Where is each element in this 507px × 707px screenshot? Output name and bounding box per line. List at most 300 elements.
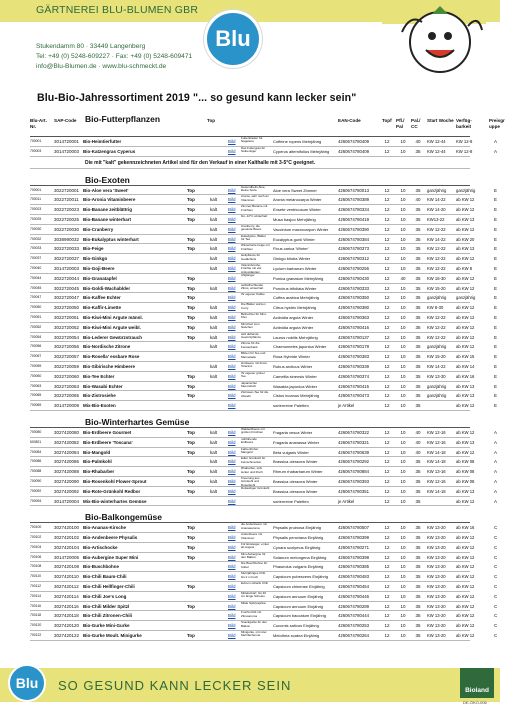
article-number: 700084 <box>30 449 42 454</box>
product-description: Winterharte Feige mit Früchten <box>241 243 270 251</box>
cold-flag: kalt <box>210 469 218 475</box>
article-number: 700110 <box>30 574 42 579</box>
ean-code: 4260674780409 <box>338 148 370 154</box>
product-name: Bio-Mangold <box>83 449 111 455</box>
availability: ab KW 12 <box>456 207 475 213</box>
botanical-name: Musa basjoo Mehrjährig <box>273 216 316 222</box>
botanical-name: Fragaria ananassa Winter <box>273 439 320 445</box>
trays-per-cc: 35 <box>415 554 421 560</box>
top-flag: Top <box>187 324 195 330</box>
sap-code: 3022720059 <box>54 363 80 369</box>
product-name: Bio-Ananas-Kirsche <box>83 525 127 531</box>
product-name: Bio-Lederer Gewürzstrauch <box>83 334 143 340</box>
availability: ab KW 12 <box>456 574 475 580</box>
image-link[interactable]: Bild <box>228 623 236 629</box>
image-link[interactable]: Bild <box>228 544 236 550</box>
image-link[interactable]: Bild <box>228 584 236 590</box>
ean-code: 4260674780374 <box>338 373 370 379</box>
pot-size: 12 <box>384 275 390 281</box>
trays-per-cc: 35 <box>415 603 421 609</box>
start-week: KW 12-16 <box>427 478 446 484</box>
ean-code: 4260674780271 <box>338 544 370 550</box>
availability: ab KW 12 <box>456 344 475 350</box>
price-group: A <box>494 478 498 484</box>
pot-size: 12 <box>384 439 390 445</box>
image-link[interactable]: Bild <box>228 139 236 144</box>
table-row <box>30 145 498 157</box>
image-link[interactable]: Bild <box>228 197 236 203</box>
pot-size: 12 <box>384 574 390 580</box>
botanical-name: Capsicum chinense Einjährig <box>273 584 325 590</box>
top-flag: Top <box>187 216 195 222</box>
top-flag: Top <box>187 197 195 203</box>
trays-per-cc: 35 <box>415 354 421 360</box>
cold-flag: kalt <box>210 478 218 484</box>
image-link[interactable]: Bild <box>228 574 236 580</box>
article-number: 700065 <box>30 393 42 398</box>
availability: ab KW 13 <box>456 383 475 389</box>
botanical-name: Coffeine ropens Mehrjährig <box>273 139 322 144</box>
botanical-name: Eucalyptus gunii Winter <box>273 236 315 242</box>
ean-code: 4260674780398 <box>338 554 370 560</box>
start-week: ganzjährig <box>427 344 447 350</box>
column-header-avail: Verfüg- barkeit <box>456 118 472 129</box>
image-link[interactable]: Bild <box>228 148 236 154</box>
section-title: Bio-Exoten <box>85 174 130 185</box>
product-name: Bio-Chili Joe's Long <box>83 593 127 599</box>
sap-code: 3022720045 <box>54 285 80 291</box>
sap-code: 3027420114 <box>54 593 79 599</box>
plants-per-tray: 10 <box>400 439 406 445</box>
start-week: KW 13-20 <box>427 613 446 619</box>
sap-code: 3022720060 <box>54 373 80 379</box>
price-group: A <box>494 449 498 455</box>
cold-flag: kalt <box>210 216 218 222</box>
product-description: Mini-Kiwi zum Naschen <box>241 321 260 330</box>
price-group: C <box>494 544 498 550</box>
article-number: 700044 <box>30 275 42 280</box>
start-week: KW 12-22 <box>427 334 446 340</box>
start-week: KW 13-20 <box>427 564 446 570</box>
botanical-name: sortenreine Paletten <box>273 403 309 409</box>
image-link[interactable]: Bild <box>228 265 236 271</box>
top-flag: Top <box>187 275 195 281</box>
image-link[interactable]: Bild <box>228 498 236 504</box>
top-flag: Top <box>187 449 195 455</box>
sap-code: 3027420118 <box>54 613 79 619</box>
image-link[interactable]: Bild <box>228 354 236 360</box>
image-link[interactable]: Bild <box>228 236 236 242</box>
image-link[interactable]: Bild <box>228 469 236 475</box>
ean-code: 4260674780507 <box>338 525 370 531</box>
image-link[interactable]: Bild <box>228 344 236 350</box>
image-link[interactable]: Bild <box>228 216 236 222</box>
trays-per-cc: 35 <box>415 478 421 484</box>
plants-per-tray: 10 <box>400 256 406 262</box>
image-link[interactable]: Bild <box>228 334 236 340</box>
trays-per-cc: 35 <box>415 344 421 350</box>
price-group: E <box>494 324 498 330</box>
sap-code: 3014720005 <box>54 554 80 560</box>
product-name: Bio-Chili Zitronen-Chili <box>83 613 132 619</box>
botanical-name: Punica granatum Mehrjährig <box>273 275 324 281</box>
product-name: Bio-Ginkgo <box>83 256 108 262</box>
start-week: KW 12-16 <box>427 429 446 435</box>
image-link[interactable]: Bild <box>228 275 236 281</box>
botanical-name: Laurus nobilis Mehrjährig <box>273 334 318 340</box>
plants-per-tray: 10 <box>400 544 406 550</box>
pot-size: 12 <box>384 246 390 252</box>
sap-code: 3022720037 <box>54 256 80 262</box>
availability: ab KW 12 <box>456 449 475 455</box>
sap-code: 3022720047 <box>54 295 80 301</box>
pot-size: 12 <box>384 535 390 541</box>
product-description: Zistrosen-Tee für die Abwehr <box>241 390 269 398</box>
cold-flag: kalt <box>210 344 218 350</box>
sap-code: 3022720051 <box>54 314 80 320</box>
availability: ab KW 12 <box>456 305 475 311</box>
product-description: Walderdbeere mit großen Früchten <box>241 426 265 435</box>
top-flag: Top <box>187 478 195 484</box>
article-number: 700122 <box>30 633 42 638</box>
table-row <box>30 497 498 507</box>
product-description: Mehrjähriges Chili, bis 2 m hoch <box>241 571 266 579</box>
product-description: Japanischer Meerrettich <box>241 380 258 388</box>
trays-per-cc: 35 <box>415 275 421 281</box>
article-number: 700102 <box>30 535 42 540</box>
cold-flag: kalt <box>210 314 218 320</box>
image-link[interactable]: Bild <box>228 207 236 213</box>
image-link[interactable]: Bild <box>228 613 236 619</box>
image-link[interactable]: Bild <box>228 535 236 541</box>
product-description: Himbeere mit Frost-Toleranz <box>241 360 268 369</box>
sap-code: 3022720033 <box>54 246 80 252</box>
price-group: E <box>494 226 498 232</box>
footer-blu-logo: Blu <box>8 664 46 702</box>
sap-code: 3022720056 <box>54 344 80 350</box>
ean-code: 4260674780373 <box>338 246 370 252</box>
top-flag: Top <box>187 393 195 399</box>
top-flag: Top <box>187 314 195 320</box>
start-week: KW 15-20 <box>427 354 446 360</box>
sap-code: 3027420102 <box>54 535 80 541</box>
price-group: A <box>494 439 498 445</box>
plants-per-tray: 10 <box>400 216 406 222</box>
section-title: Bio-Balkongemüse <box>85 512 162 523</box>
botanical-name: Cyperus alternifolius Mehrjährig <box>273 148 330 154</box>
article-number: 700086 <box>30 459 42 464</box>
availability: ab KW 08 <box>456 469 475 475</box>
price-group: E <box>494 334 498 340</box>
document-title: Blu-Bio-Jahressortiment 2019 "... so gesund kann lecker sein" <box>37 92 357 104</box>
pot-size: 12 <box>384 498 390 504</box>
botanical-name: Capsicum baccatum Einjährig <box>273 613 326 619</box>
product-name: Bio-Gurke Mini-Gurke <box>83 623 130 629</box>
footer-slogan: SO GESUND KANN LECKER SEIN <box>58 678 292 693</box>
plants-per-tray: 10 <box>400 324 406 330</box>
product-description: Minigurke, mit roter Mehrfachernte <box>241 630 267 638</box>
product-name: Bio-Sibirische Himbeere <box>83 363 136 369</box>
product-name: Bio-Granatapfel <box>83 275 117 281</box>
table-row <box>30 401 498 411</box>
pot-size: 12 <box>384 633 390 639</box>
plants-per-tray: 10 <box>400 197 406 203</box>
product-name: Bio-Tee Echter <box>83 373 115 379</box>
plants-per-tray: 10 <box>400 314 406 320</box>
sap-code: 3022720025 <box>54 216 80 222</box>
availability: ganzjährig <box>456 295 476 301</box>
article-number: 600821 <box>30 439 42 444</box>
pot-size: 12 <box>384 488 390 494</box>
ean-code: 4260674780415 <box>338 383 370 389</box>
start-week: KW 12-22 <box>427 314 446 320</box>
botanical-name: Actinidia arguta Winter <box>273 324 314 330</box>
price-group: E <box>494 403 498 409</box>
plants-per-tray: 10 <box>400 354 406 360</box>
image-link[interactable]: Bild <box>228 324 236 330</box>
top-flag: Top <box>187 285 195 291</box>
botanical-name: Ginkgo biloba Winter <box>273 256 311 262</box>
sap-code: 3014720001 <box>54 139 80 144</box>
availability: ab KW 12 <box>456 544 475 550</box>
plants-per-tray: 10 <box>400 593 406 599</box>
start-week: KW 12-44 <box>427 148 446 154</box>
top-flag: Top <box>187 236 195 242</box>
price-group: C <box>494 564 498 570</box>
price-group: C <box>494 633 498 639</box>
pot-size: 12 <box>384 265 390 271</box>
image-link[interactable]: Bild <box>228 256 236 262</box>
pot-size: 12 <box>384 623 390 629</box>
image-link[interactable]: Bild <box>228 403 236 409</box>
top-flag: Top <box>187 429 195 435</box>
availability: ab KW 12 <box>456 535 475 541</box>
image-link[interactable]: Bild <box>228 383 236 389</box>
trays-per-cc: 35 <box>415 459 421 465</box>
availability: ab KW 13 <box>456 488 475 494</box>
column-header-ean: EAN-Code <box>338 118 361 123</box>
trays-per-cc: 35 <box>415 285 421 291</box>
sap-code: 3027420080 <box>54 429 80 435</box>
price-group: E <box>494 344 498 350</box>
cold-flag: kalt <box>210 256 218 262</box>
trays-per-cc: 35 <box>415 403 421 409</box>
sap-code: 3027420084 <box>54 449 80 455</box>
image-link[interactable]: Bild <box>228 285 236 291</box>
image-link[interactable]: Bild <box>228 554 236 560</box>
column-header-top: Top <box>207 118 216 123</box>
image-link[interactable]: Bild <box>228 226 236 232</box>
trays-per-cc: 40 <box>415 449 421 455</box>
trays-per-cc: 40 <box>415 139 421 144</box>
article-number: 700050 <box>30 305 42 310</box>
sap-code: 3022720044 <box>54 275 80 281</box>
product-description: Ihr eigener Kaffee <box>241 292 265 297</box>
product-name: Bio-Rosella' essbare Rose <box>83 354 140 360</box>
botanical-name: Rosa Hybride Winter <box>273 354 310 360</box>
product-name: Bio-Nordische Zitrone <box>83 344 131 350</box>
pot-size: 12 <box>384 593 390 599</box>
product-name: Bio-Kiwi-Mini Argute männl. <box>83 314 143 320</box>
pot-size: 12 <box>384 344 390 350</box>
start-week: KW 13-20 <box>427 544 446 550</box>
image-link[interactable]: Bild <box>228 314 236 320</box>
plants-per-tray: 10 <box>400 429 406 435</box>
product-description: Die Buschbohne für Kübel <box>241 561 268 569</box>
sap-code: 3027420104 <box>54 544 80 550</box>
sap-code: 3027420082 <box>54 439 80 445</box>
image-link[interactable]: Bild <box>228 439 236 445</box>
plants-per-tray: 10 <box>400 363 406 369</box>
image-link[interactable]: Bild <box>228 246 236 252</box>
sap-code: 3022720011 <box>54 197 79 203</box>
pot-size: 12 <box>384 226 390 232</box>
table-row <box>30 390 498 401</box>
botanical-name: Vaccinium macrocarpon Winter <box>273 226 329 232</box>
product-description: Extrem scharfe Chili <box>241 581 268 586</box>
pot-size: 12 <box>384 554 390 560</box>
plants-per-tray: 10 <box>400 498 406 504</box>
blu-logo: Blu <box>204 10 262 68</box>
image-link[interactable]: Bild <box>228 478 236 484</box>
image-link[interactable]: Bild <box>228 373 236 379</box>
article-number: 700051 <box>30 314 42 319</box>
ean-code: 4260674780385 <box>338 564 370 570</box>
availability: ab KW 12 <box>456 554 475 560</box>
price-group: A <box>494 429 498 435</box>
plants-per-tray: 10 <box>400 139 406 144</box>
image-link[interactable]: Bild <box>228 525 236 531</box>
sap-code: 3038990032 <box>54 236 80 242</box>
start-week: KW 13-20 <box>427 584 446 590</box>
availability: ab KW 08 <box>456 459 475 465</box>
plants-per-tray: 10 <box>400 226 406 232</box>
botanical-name: Capsicum pubescens Einjährig <box>273 574 328 580</box>
start-week: ganzjährig <box>427 187 447 193</box>
cold-flag: kalt <box>210 305 218 311</box>
product-description: Snackgurke für den Balkon <box>241 620 268 628</box>
ean-code: je Artikel <box>338 403 355 409</box>
article-number: 700047 <box>30 295 42 300</box>
image-link[interactable]: Bild <box>228 603 236 609</box>
cold-flag: kalt <box>210 265 218 271</box>
availability: ab KW 8 <box>456 265 473 271</box>
availability: ab KW 12 <box>456 334 475 340</box>
article-number: 700104 <box>30 544 42 549</box>
pot-size: 12 <box>384 564 390 570</box>
ean-code: 4260674780884 <box>338 469 370 475</box>
product-name: Bio-Palmkohl <box>83 459 112 465</box>
image-link[interactable]: Bild <box>228 593 236 599</box>
plants-per-tray: 10 <box>400 603 406 609</box>
sap-code: 3027420108 <box>54 564 80 570</box>
article-number: 700108 <box>30 564 42 569</box>
plants-per-tray: 10 <box>400 403 406 409</box>
image-link[interactable]: Bild <box>228 295 236 301</box>
start-week: KW 13-20 <box>427 603 446 609</box>
image-link[interactable]: Bild <box>228 488 236 494</box>
image-link[interactable]: Bild <box>228 459 236 465</box>
product-description: Futterkräuter für Nagetiere <box>241 136 263 144</box>
image-link[interactable]: Bild <box>228 633 236 639</box>
article-number: 700003 <box>30 148 42 153</box>
top-flag: Top <box>187 554 195 560</box>
product-name: Mix-Bio-Exoten <box>83 403 116 409</box>
image-link[interactable]: Bild <box>228 305 236 311</box>
start-week: KW 14-20 <box>427 207 446 213</box>
trays-per-cc: 35 <box>415 148 421 154</box>
product-name: Bio-Kiwi-Mini Argute weibl. <box>83 324 141 330</box>
image-link[interactable]: Bild <box>228 449 236 455</box>
price-group: E <box>494 363 498 369</box>
product-name: Bio-Banane zeitblättrig <box>83 207 133 213</box>
product-description: Heilpflanze für Gedächtnis <box>241 253 261 261</box>
botanical-name: Wasabia japonica Winter <box>273 383 318 389</box>
start-week: ganzjährig <box>427 393 447 399</box>
price-group: C <box>494 593 498 599</box>
pot-size: 12 <box>384 139 390 144</box>
ean-code: 4260674780639 <box>338 449 370 455</box>
plants-per-tray: 10 <box>400 584 406 590</box>
top-flag: Top <box>187 187 195 193</box>
ean-code: 4260674780289 <box>338 603 370 609</box>
image-link[interactable]: Bild <box>228 187 236 193</box>
price-group: E <box>494 246 498 252</box>
botanical-name: Actinidia arguta Winter <box>273 314 314 320</box>
cold-flag: kalt <box>210 488 218 494</box>
sap-code: 3022720065 <box>54 393 80 399</box>
botanical-name: Brassica oleracea Winter <box>273 488 318 494</box>
trays-per-cc: 35 <box>415 305 421 311</box>
article-number: 700052 <box>30 324 42 329</box>
top-flag: Top <box>187 207 195 213</box>
sap-code: 3022720001 <box>54 187 80 193</box>
ean-code: 4260674780351 <box>338 488 370 494</box>
ean-code: 4260674780419 <box>338 216 370 222</box>
start-week: KW 13-20 <box>427 623 446 629</box>
botanical-name: Coffea arabica Mehrjährig <box>273 295 319 301</box>
ean-code: 4260674780444 <box>338 613 370 619</box>
availability: ab KW 14 <box>456 363 475 369</box>
availability: ganzjährig <box>456 187 476 193</box>
sap-code: 3027420112 <box>54 584 79 590</box>
article-number: 700112 <box>30 584 42 589</box>
availability: ab KW 12 <box>456 564 475 570</box>
start-week: KW 12-22 <box>427 265 446 271</box>
image-link[interactable]: Bild <box>228 393 236 399</box>
ean-code: 4260674780409 <box>338 139 370 144</box>
ean-code: 4260674780399 <box>338 535 370 541</box>
image-link[interactable]: Bild <box>228 564 236 570</box>
trays-per-cc: 40 <box>415 429 421 435</box>
start-week: KW 14-18 <box>427 488 446 494</box>
image-link[interactable]: Bild <box>228 429 236 435</box>
top-flag: Top <box>187 544 195 550</box>
column-header-week: Start Woche <box>427 118 454 123</box>
availability: ab KW 12 <box>456 498 475 504</box>
page-footer <box>0 664 500 707</box>
pot-size: 12 <box>384 373 390 379</box>
pot-size: 12 <box>384 603 390 609</box>
trays-per-cc: 35 <box>415 187 421 193</box>
plants-per-tray: 10 <box>400 623 406 629</box>
start-week: KW 12-16 <box>427 439 446 445</box>
product-description: Ihr eigener grüner Tee <box>241 370 265 379</box>
botanical-name: Rubus arcticus Winter <box>273 363 313 369</box>
product-description: Mittelscharf, bis 30 cm lange Schoten <box>241 590 267 599</box>
image-link[interactable]: Bild <box>228 363 236 369</box>
price-group: E <box>494 314 498 320</box>
